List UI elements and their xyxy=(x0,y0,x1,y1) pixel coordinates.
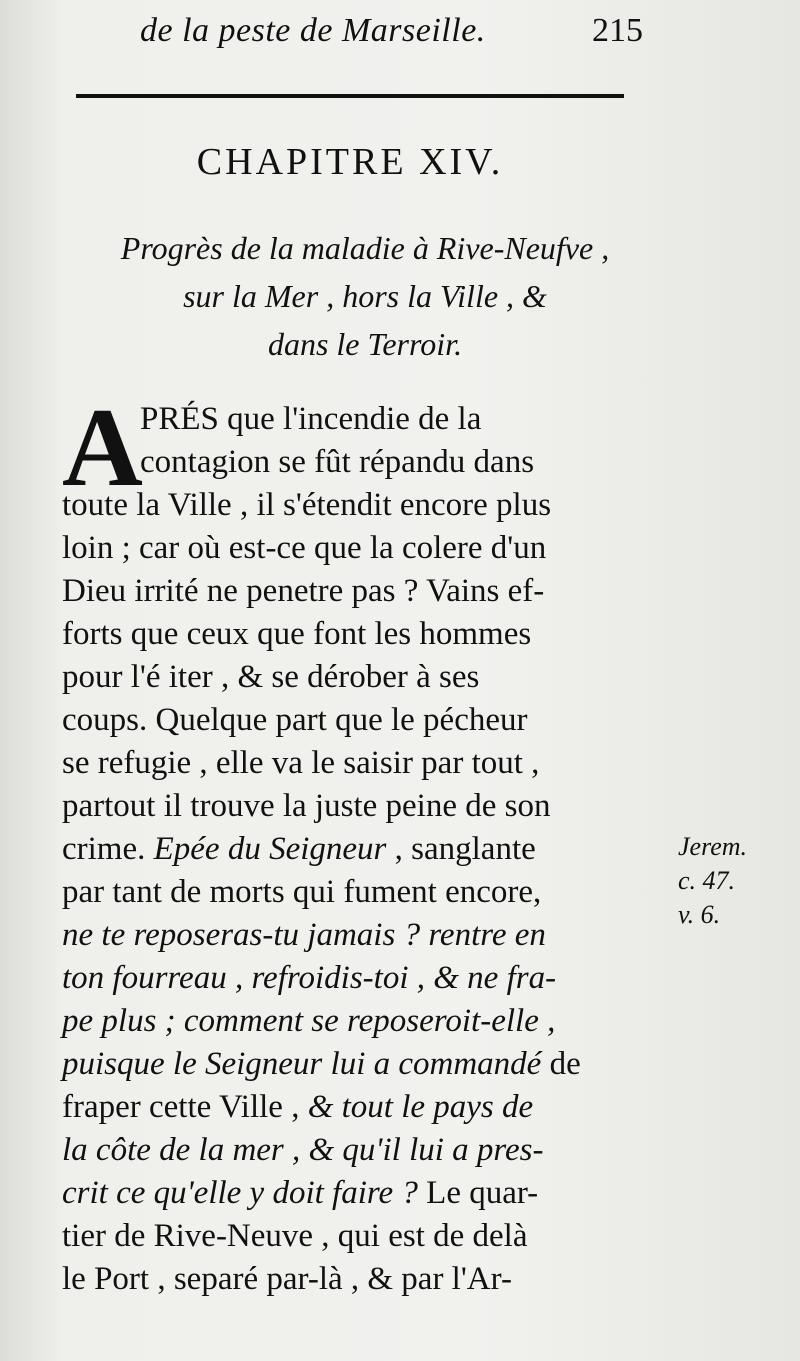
body-line xyxy=(62,828,660,871)
running-title: de la peste de Marseille. xyxy=(140,12,486,49)
text-run: pe plus ; comment se reposeroit-elle , xyxy=(62,1003,556,1039)
body-line xyxy=(62,957,660,1000)
text-run: , sanglante xyxy=(386,831,536,867)
text-run: fraper cette Ville , xyxy=(62,1089,308,1125)
margin-reference-line: v. 6. xyxy=(678,900,721,929)
body-line xyxy=(62,1129,660,1172)
body-line xyxy=(62,1172,660,1215)
subtitle-line: Progrès de la maladie à Rive-Neufve , xyxy=(120,230,610,266)
text-run: par tant de morts qui fument encore, xyxy=(62,874,542,910)
body-line xyxy=(62,742,660,785)
text-run: PRÉS que l'incendie de la xyxy=(140,401,482,437)
body-line xyxy=(62,1086,660,1129)
text-run: contagion se fût répandu dans xyxy=(140,444,535,480)
body-line xyxy=(62,699,660,742)
body-line xyxy=(62,1043,660,1086)
text-run: crit ce qu'elle y doit faire ? xyxy=(62,1175,418,1211)
body-line xyxy=(62,484,660,527)
body-line xyxy=(62,570,660,613)
text-run: puisque le Seigneur lui a commandé xyxy=(62,1046,542,1082)
body-line xyxy=(62,1215,660,1258)
text-run: coups. Quelque part que le pécheur xyxy=(62,702,528,738)
text-run: Dieu irrité ne penetre pas ? Vains ef- xyxy=(62,573,545,609)
chapter-subtitle xyxy=(60,224,670,368)
chapter-title: CHAPITRE XIV. xyxy=(196,141,504,183)
body-line xyxy=(62,914,660,957)
text-run: la côte de la mer , & qu'il lui a pres- xyxy=(62,1132,544,1168)
text-run: ton fourreau , refroidis-toi , & ne fra- xyxy=(62,960,557,996)
text-run: forts que ceux que font les hommes xyxy=(62,616,532,652)
text-run: crime. xyxy=(62,831,154,867)
text-run: se refugie , elle va le saisir par tout , xyxy=(62,745,540,781)
body-line xyxy=(62,785,660,828)
page-number: 215 xyxy=(592,12,643,49)
body-line xyxy=(140,398,660,441)
margin-reference xyxy=(678,830,747,932)
drop-cap: A xyxy=(62,386,143,510)
text-run: de xyxy=(541,1046,581,1082)
text-run: pour l'é iter , & se dérober à ses xyxy=(62,659,480,695)
subtitle-line: sur la Mer , hors la Ville , & xyxy=(183,278,547,314)
text-run: Epée du Seigneur xyxy=(153,831,387,867)
text-run: & tout le pays de xyxy=(307,1089,534,1125)
text-run: ne te reposeras-tu jamais ? rentre en xyxy=(62,917,546,953)
text-run: le Port , separé par-là , & par l'Ar- xyxy=(62,1261,512,1297)
margin-reference-line: c. 47. xyxy=(678,866,736,895)
margin-reference-line: Jerem. xyxy=(678,832,748,861)
subtitle-line: dans le Terroir. xyxy=(267,326,463,362)
body-line xyxy=(62,871,660,914)
text-run: tier de Rive-Neuve , qui est de delà xyxy=(62,1218,528,1254)
text-run: toute la Ville , il s'étendit encore plus xyxy=(62,487,552,523)
body-line xyxy=(62,1000,660,1043)
text-run: loin ; car où est-ce que la colere d'un xyxy=(62,530,547,566)
body-line xyxy=(62,613,660,656)
header-rule xyxy=(76,94,624,98)
body-line xyxy=(62,527,660,570)
text-run: partout il trouve la juste peine de son xyxy=(62,788,551,824)
body-line xyxy=(62,656,660,699)
text-run: Le quar- xyxy=(417,1175,539,1211)
body-line xyxy=(62,1258,660,1301)
body-line xyxy=(140,441,660,484)
